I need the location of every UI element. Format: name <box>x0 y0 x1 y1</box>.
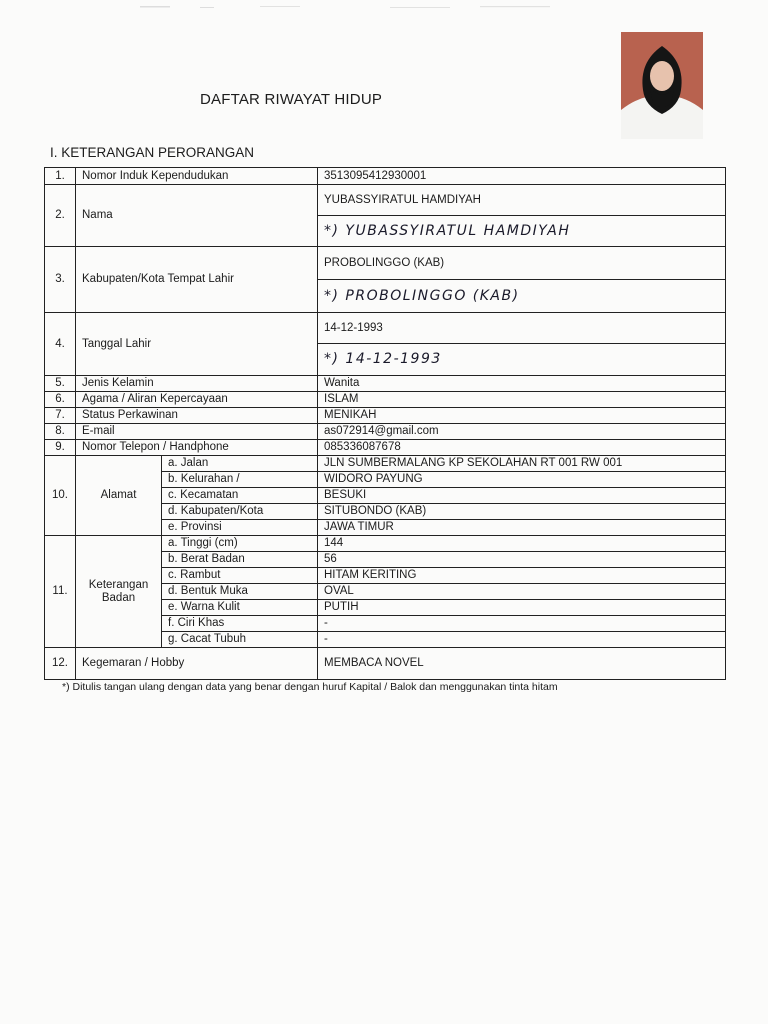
field-value: Wanita <box>318 376 726 392</box>
field-value: JLN SUMBERMALANG KP SEKOLAHAN RT 001 RW 001 <box>318 456 726 472</box>
row-number: 7. <box>45 408 76 424</box>
field-value: HITAM KERITING <box>318 568 726 584</box>
table-row <box>45 376 726 392</box>
row-number: 6. <box>45 392 76 408</box>
field-label: Jenis Kelamin <box>76 376 318 392</box>
group-label-line: Keterangan <box>88 579 149 592</box>
field-value: - <box>318 632 726 648</box>
field-value: 144 <box>318 536 726 552</box>
sub-field-label: f. Ciri Khas <box>162 616 318 632</box>
biodata-table <box>44 167 726 680</box>
footnote: *) Ditulis tangan ulang dengan data yang benar dengan huruf Kapital / Balok dan menggunakan tinta hitam <box>62 681 558 693</box>
row-number: 2. <box>45 185 76 247</box>
field-value: PROBOLINGGO (KAB) <box>318 247 726 280</box>
table-row <box>45 648 726 680</box>
row-number: 5. <box>45 376 76 392</box>
field-value: YUBASSYIRATUL HAMDIYAH <box>318 185 726 216</box>
handwritten-value: *) 14-12-1993 <box>318 344 726 376</box>
field-value: SITUBONDO (KAB) <box>318 504 726 520</box>
sub-field-label: g. Cacat Tubuh <box>162 632 318 648</box>
sub-field-label: e. Warna Kulit <box>162 600 318 616</box>
field-label: Nama <box>76 185 318 247</box>
field-value: - <box>318 616 726 632</box>
field-label: Tanggal Lahir <box>76 313 318 376</box>
field-value: MENIKAH <box>318 408 726 424</box>
row-number: 3. <box>45 247 76 313</box>
sub-field-label: b. Kelurahan / <box>162 472 318 488</box>
handwritten-value: *) YUBASSYIRATUL HAMDIYAH <box>318 216 726 247</box>
row-number: 1. <box>45 168 76 185</box>
field-value: 3513095412930001 <box>318 168 726 185</box>
field-value: BESUKI <box>318 488 726 504</box>
field-value: OVAL <box>318 584 726 600</box>
group-label-line: Badan <box>101 591 136 604</box>
row-number: 8. <box>45 424 76 440</box>
row-number: 11. <box>45 536 76 648</box>
table-row <box>45 456 726 472</box>
row-number: 9. <box>45 440 76 456</box>
group-label: Alamat <box>76 456 162 536</box>
table-row <box>45 185 726 216</box>
table-row <box>45 440 726 456</box>
profile-photo <box>621 32 703 139</box>
table-row <box>45 392 726 408</box>
sub-field-label: d. Kabupaten/Kota <box>162 504 318 520</box>
sub-field-label: a. Tinggi (cm) <box>162 536 318 552</box>
field-value: as072914@gmail.com <box>318 424 726 440</box>
field-label: Nomor Induk Kependudukan <box>76 168 318 185</box>
field-value: 14-12-1993 <box>318 313 726 344</box>
table-row <box>45 168 726 185</box>
table-row <box>45 247 726 280</box>
field-value: MEMBACA NOVEL <box>318 648 726 680</box>
field-value: WIDORO PAYUNG <box>318 472 726 488</box>
table-row <box>45 536 726 552</box>
field-label: Kegemaran / Hobby <box>76 648 318 680</box>
field-label: Nomor Telepon / Handphone <box>76 440 318 456</box>
sub-field-label: a. Jalan <box>162 456 318 472</box>
sub-field-label: c. Rambut <box>162 568 318 584</box>
row-number: 10. <box>45 456 76 536</box>
handwritten-value: *) PROBOLINGGO (KAB) <box>318 280 726 313</box>
field-value: PUTIH <box>318 600 726 616</box>
document-title: DAFTAR RIWAYAT HIDUP <box>200 91 383 108</box>
table-row <box>45 424 726 440</box>
field-label: Kabupaten/Kota Tempat Lahir <box>76 247 318 313</box>
row-number: 4. <box>45 313 76 376</box>
sub-field-label: c. Kecamatan <box>162 488 318 504</box>
field-label: E-mail <box>76 424 318 440</box>
sub-field-label: d. Bentuk Muka <box>162 584 318 600</box>
table-row <box>45 313 726 344</box>
field-value: 085336087678 <box>318 440 726 456</box>
table-row <box>45 408 726 424</box>
group-label <box>76 536 162 648</box>
sub-field-label: e. Provinsi <box>162 520 318 536</box>
field-value: JAWA TIMUR <box>318 520 726 536</box>
scan-noise <box>140 4 560 10</box>
row-number: 12. <box>45 648 76 680</box>
field-label: Status Perkawinan <box>76 408 318 424</box>
section-title: I. KETERANGAN PERORANGAN <box>50 145 255 160</box>
field-value: ISLAM <box>318 392 726 408</box>
field-label: Agama / Aliran Kepercayaan <box>76 392 318 408</box>
sub-field-label: b. Berat Badan <box>162 552 318 568</box>
field-value: 56 <box>318 552 726 568</box>
